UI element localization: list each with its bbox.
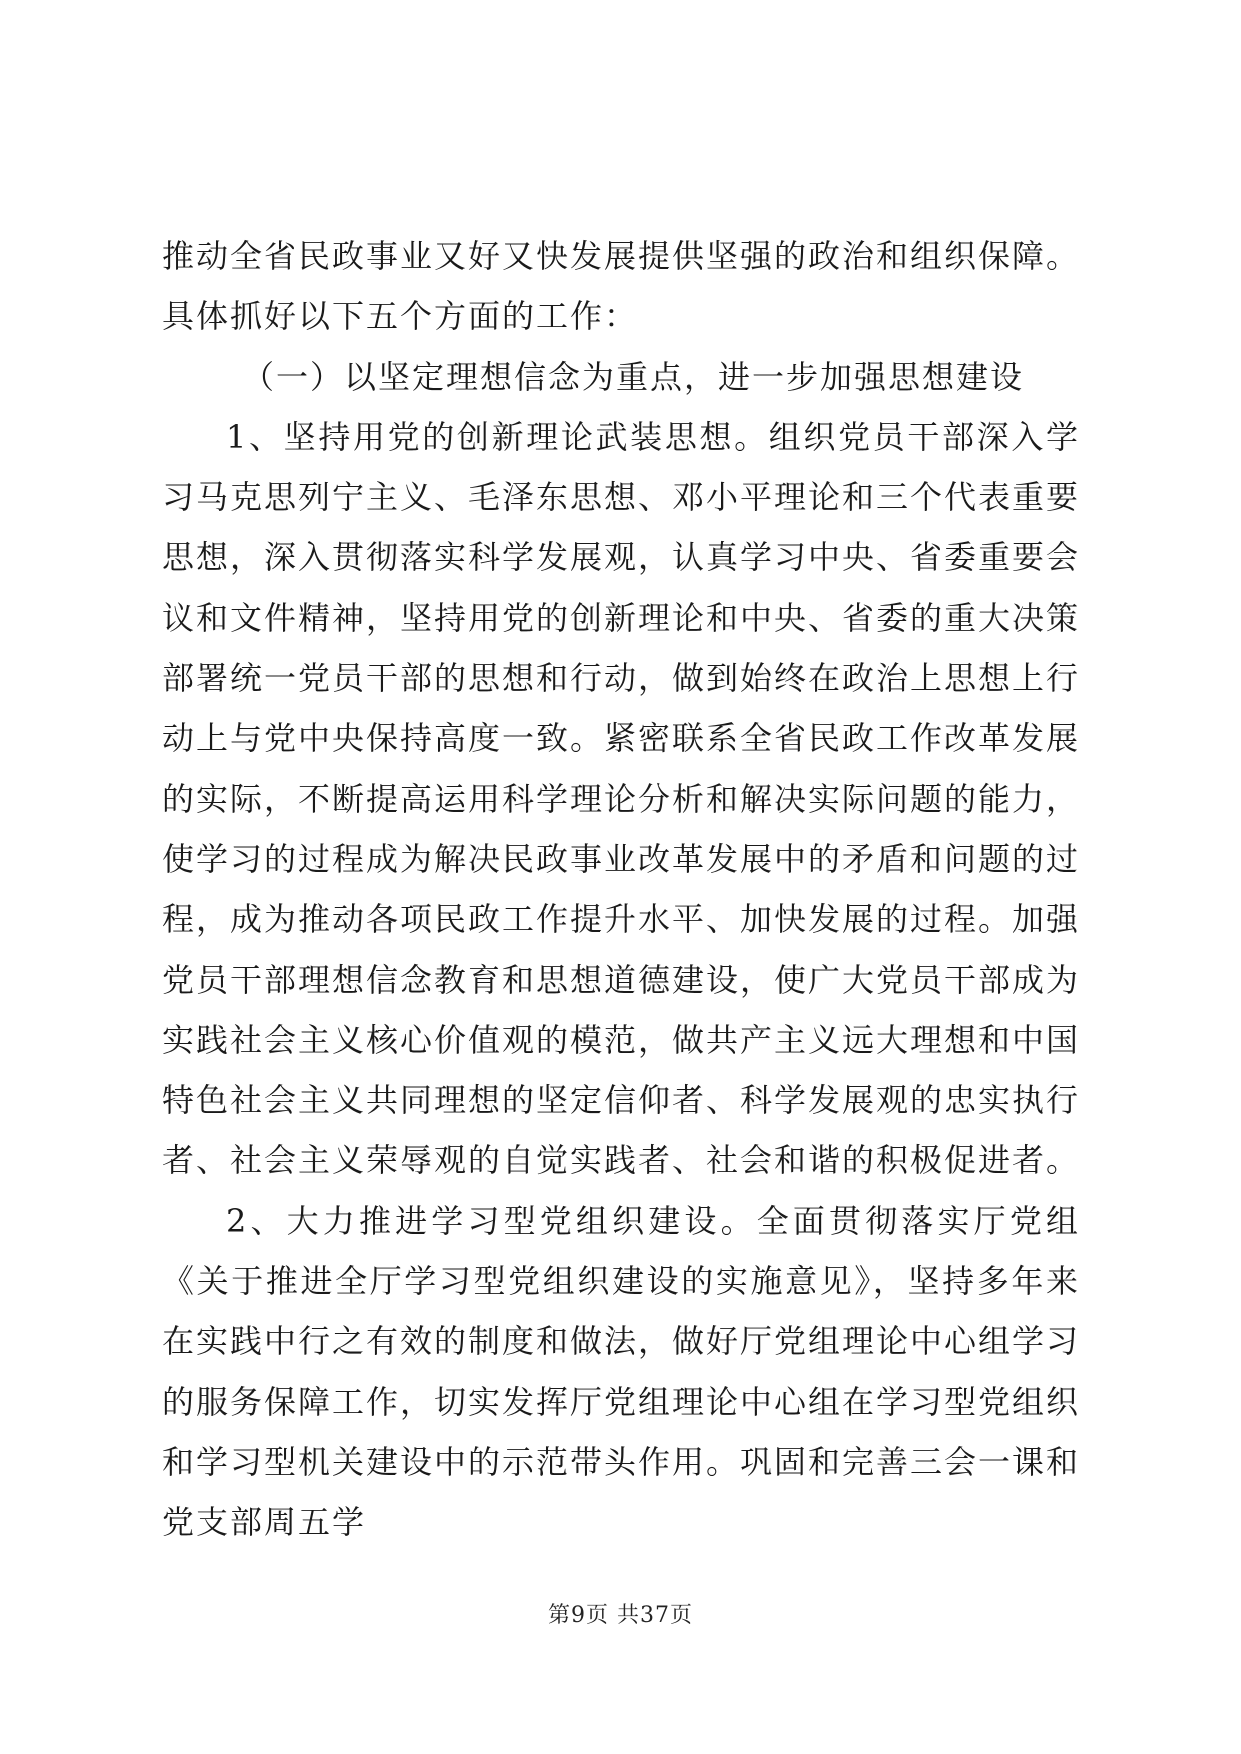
page-footer: 第9页 共37页 — [548, 1603, 693, 1628]
paragraph-continuation: 推动全省民政事业又好又快发展提供坚强的政治和组织保障。具体抓好以下五个方面的工作： — [162, 237, 1081, 336]
paragraph-item-2: 2、大力推进学习型党组织建设。全面贯彻落实厅党组《关于推进全厅学习型党组织建设的实施意见》，坚持多年来在实践中行之有效的制度和做法，做好厅党组理论中心组学习的服务保障工作，切实发挥厅党组理论中心组在学习型党组织和学习型机关建设中的示范带头作用。巩固和完善三会一课和党支部周五学 — [162, 1201, 1081, 1542]
paragraph-item-1: 1、坚持用党的创新理论武装思想。组织党员干部深入学习马克思列宁主义、毛泽东思想、邓小平理论和三个代表重要思想，深入贯彻落实科学发展观，认真学习中央、省委重要会议和文件精神，坚持用党的创新理论和中央、省委的重大决策部署统一党员干部的思想和行动，做到始终在政治上思想上行动上与党中央保持高度一致。紧密联系全省民政工作改革发展的实际，不断提高运用科学理论分析和解决实际问题的能力，使学习的过程成为解决民政事业改革发展中的矛盾和问题的过程，成为推动各项民政工作提升水平、加快发展的过程。加强党员干部理想信念教育和思想道德建设，使广大党员干部成为实践社会主义核心价值观的模范，做共产主义远大理想和中国特色社会主义共同理想的坚定信仰者、科学发展观的忠实执行者、社会主义荣辱观的自觉实践者、社会和谐的积极促进者。 — [162, 417, 1081, 1180]
document-body — [162, 226, 1080, 1553]
section-heading: （一）以坚定理想信念为重点，进一步加强思想建设 — [242, 357, 1025, 396]
